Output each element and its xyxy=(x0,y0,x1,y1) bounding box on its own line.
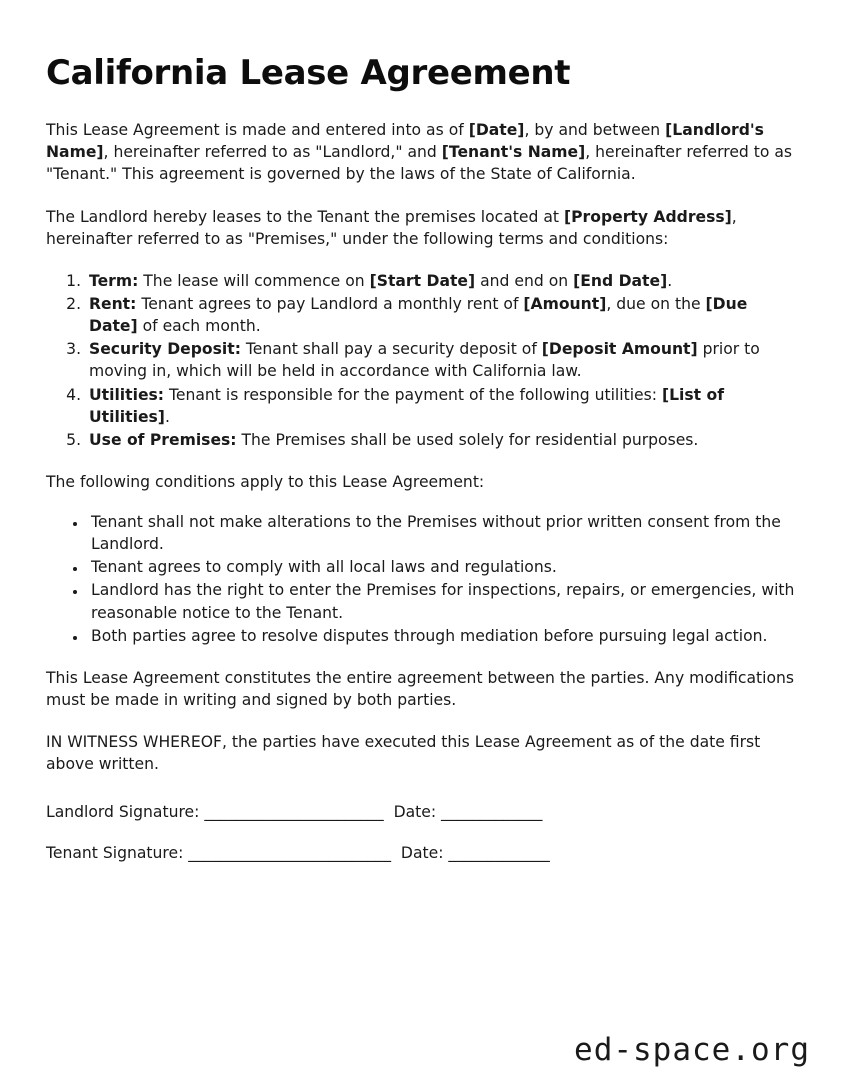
lease-terms-list xyxy=(46,270,796,451)
placeholder-field: Use of Premises: xyxy=(89,430,237,449)
placeholder-field: [Tenant's Name] xyxy=(441,143,586,162)
page-title: California Lease Agreement xyxy=(46,53,571,93)
placeholder-field: [Start Date] xyxy=(369,271,476,290)
witness-paragraph: IN WITNESS WHEREOF, the parties have executed this Lease Agreement as of the date first above written. xyxy=(46,733,761,774)
placeholder-field: [Date] xyxy=(468,121,525,140)
conditions-intro-paragraph: The following conditions apply to this Lease Agreement: xyxy=(46,472,485,491)
list-item: 5. Use of Premises: The Premises shall be used solely for residential purposes. xyxy=(86,429,796,451)
conditions-list xyxy=(46,511,796,647)
intro-paragraph: This Lease Agreement is made and entered into as of [Date], by and between [Landlord's Name], hereinafter referred to as "Landlord," and [Tenant's Name], hereinafter referred to as "Tenant." This agreement is governed by the laws of the State of California. xyxy=(46,121,793,184)
placeholder-field: Rent: xyxy=(89,294,137,313)
list-item: • Both parties agree to resolve disputes through mediation before pursuing legal action. xyxy=(87,625,796,647)
tenant-signature-line[interactable]: Tenant Signature: __________________________ Date: _____________ xyxy=(46,843,550,862)
placeholder-field: [List of Utilities] xyxy=(89,385,725,426)
placeholder-field: [Deposit Amount] xyxy=(541,340,698,359)
signature-block xyxy=(46,801,796,863)
placeholder-field: [Property Address] xyxy=(564,207,732,226)
premises-paragraph: The Landlord hereby leases to the Tenant the premises located at [Property Address], hereinafter referred to as "Premises," under the following terms and conditions: xyxy=(46,207,737,248)
list-item: • Tenant agrees to comply with all local laws and regulations. xyxy=(87,556,796,578)
list-item: 1. Term: The lease will commence on [Start Date] and end on [End Date]. xyxy=(86,270,796,292)
placeholder-field: Utilities: xyxy=(89,385,165,404)
placeholder-field: [Due Date] xyxy=(89,294,748,336)
list-item: 2. Rent: Tenant agrees to pay Landlord a monthly rent of [Amount], due on the [Due Date] of each month. xyxy=(86,293,796,337)
list-item: 3. Security Deposit: Tenant shall pay a security deposit of [Deposit Amount] prior to moving in, which will be held in accordance with California law. xyxy=(86,338,796,382)
placeholder-field: [Amount] xyxy=(523,294,607,313)
list-item: • Tenant shall not make alterations to the Premises without prior written consent from the Landlord. xyxy=(87,511,796,555)
placeholder-field: [End Date] xyxy=(573,271,668,290)
list-item: • Landlord has the right to enter the Premises for inspections, repairs, or emergencies, with reasonable notice to the Tenant. xyxy=(87,579,796,623)
footer-watermark: ed-space.org xyxy=(574,1032,810,1068)
list-item: 4. Utilities: Tenant is responsible for the payment of the following utilities: [List of Utilities]. xyxy=(86,384,796,428)
placeholder-field: [Landlord's Name] xyxy=(46,121,764,162)
placeholder-field: Security Deposit: xyxy=(89,340,241,359)
landlord-signature-line[interactable]: Landlord Signature: _______________________ Date: _____________ xyxy=(46,803,543,822)
placeholder-field: Term: xyxy=(89,271,139,290)
entire-agreement-paragraph: This Lease Agreement constitutes the entire agreement between the parties. Any modifications must be made in writing and signed by both parties. xyxy=(46,668,795,710)
